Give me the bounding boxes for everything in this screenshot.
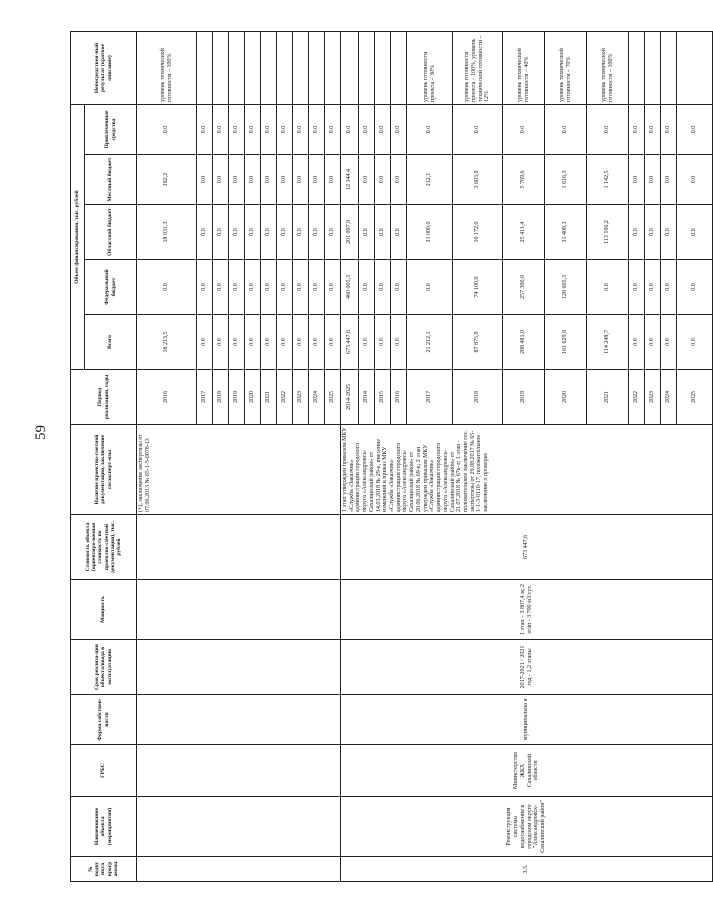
funding-table (70, 31, 713, 882)
result-cell (359, 32, 375, 105)
regional-cell: 21 000,0 (407, 205, 453, 260)
period-cell: 2024 (309, 370, 325, 425)
regional-cell: 0.0 (661, 205, 677, 260)
result-cell (293, 32, 309, 105)
header-result: Непосредствен-ный результат (краткое описание) (71, 32, 137, 105)
attracted-cell: 0.0 (197, 105, 213, 155)
total-cell: 288 481,0 (503, 315, 545, 370)
regional-cell: 0.0 (213, 205, 229, 260)
regional-cell: 201 097,9 (341, 205, 359, 260)
result-cell: уровень технической готовности – 100% (137, 32, 197, 105)
local-cell: 0.0 (677, 155, 713, 205)
federal-cell: 0.0 (277, 260, 293, 315)
num-cell (137, 857, 341, 882)
regional-cell: 10 172,0 (453, 205, 503, 260)
local-cell: 0.0 (261, 155, 277, 205)
header-name: Наименование объекта (мероприятия) (71, 797, 137, 857)
total-cell: 18 213,5 (137, 315, 197, 370)
period-build-cell (137, 640, 341, 695)
header-period-build: Срок реализа-ции объекта/ввода в эксплуатацию (71, 640, 137, 695)
total-cell: 673 447,6 (341, 315, 359, 370)
local-cell: 0.0 (309, 155, 325, 205)
local-cell: 3 603,9 (453, 155, 503, 205)
federal-cell: 0.0 (391, 260, 407, 315)
attracted-cell: 0.0 (375, 105, 391, 155)
page-number: 59 (33, 425, 49, 440)
rotated-sheet (70, 32, 698, 882)
result-cell (213, 32, 229, 105)
attracted-cell: 0.0 (341, 105, 359, 155)
federal-cell: 128 605,3 (545, 260, 587, 315)
regional-cell: 0.0 (391, 205, 407, 260)
federal-cell: 0.0 (645, 260, 661, 315)
result-cell (375, 32, 391, 105)
table-row (137, 32, 197, 882)
total-cell: 21 212,1 (407, 315, 453, 370)
period-cell: 2017 (197, 370, 213, 425)
cost-cell (137, 515, 341, 580)
psd-cell: (+), заключение экспертизы от 07.06.2013 № 65-1-5-0078-13 (137, 425, 341, 515)
period-cell: 2024 (661, 370, 677, 425)
federal-cell: 0.0 (293, 260, 309, 315)
total-cell: 0.0 (213, 315, 229, 370)
table-body (137, 32, 713, 882)
header-cost: Стоимость объекта (ориентиро-вочная стоимость по проектно-сметной документации), тыс. рублей (71, 515, 137, 580)
attracted-cell: 0.0 (213, 105, 229, 155)
attracted-cell: 0.0 (277, 105, 293, 155)
header-capacity: Мощность (71, 580, 137, 640)
attracted-cell: 0.0 (503, 105, 545, 155)
result-cell (261, 32, 277, 105)
federal-cell: 0.0 (197, 260, 213, 315)
local-cell: 0.0 (325, 155, 341, 205)
federal-cell: 0.0 (229, 260, 245, 315)
attracted-cell: 0.0 (245, 105, 261, 155)
attracted-cell: 0.0 (645, 105, 661, 155)
period-cell: 2025 (325, 370, 341, 425)
local-cell: 0.0 (213, 155, 229, 205)
local-cell: 0.0 (277, 155, 293, 205)
cost-cell: 673 447,6 (341, 515, 713, 580)
regional-cell: 18 031,3 (137, 205, 197, 260)
result-cell (677, 32, 713, 105)
result-cell (341, 32, 359, 105)
total-cell: 0.0 (261, 315, 277, 370)
total-cell: 0.0 (677, 315, 713, 370)
result-cell: уровень технической готовности – 100% (587, 32, 629, 105)
header-psd: Наличие проектно-сметной документации, заключение госэксперт-изы (71, 425, 137, 515)
attracted-cell: 0.0 (229, 105, 245, 155)
ownership-cell (137, 695, 341, 745)
total-cell: 0.0 (229, 315, 245, 370)
result-cell: уровень технической готовности – 70% (545, 32, 587, 105)
local-cell: 0.0 (197, 155, 213, 205)
attracted-cell: 0.0 (629, 105, 645, 155)
federal-cell: 0.0 (359, 260, 375, 315)
period-cell: 2021 (587, 370, 629, 425)
federal-cell: 0.0 (661, 260, 677, 315)
federal-cell: 257 300,0 (503, 260, 545, 315)
federal-cell: 460 005,3 (341, 260, 359, 315)
federal-cell: 0.0 (407, 260, 453, 315)
period-cell: 2022 (277, 370, 293, 425)
federal-cell: 0.0 (587, 260, 629, 315)
local-cell: 5 769,6 (503, 155, 545, 205)
regional-cell: 0.0 (197, 205, 213, 260)
total-cell: 0.0 (325, 315, 341, 370)
attracted-cell: 0.0 (545, 105, 587, 155)
attracted-cell: 0.0 (677, 105, 713, 155)
total-cell: 0.0 (359, 315, 375, 370)
header-federal: Федеральный бюджет (85, 260, 137, 315)
period-cell: 2025 (677, 370, 713, 425)
period-cell: 2022 (629, 370, 645, 425)
capacity-cell: 1 этап – 3 807,4 м; 2 этап - 3 700 м3/сут. (341, 580, 713, 640)
header-attracted: Привлеченные средства (85, 105, 137, 155)
name-cell: Реконструкция системы водоснабжения в городском округе "Александровск-Сахалинский район" (341, 797, 713, 857)
period-cell: 2019 (503, 370, 545, 425)
attracted-cell: 0.0 (391, 105, 407, 155)
regional-cell: 25 411,4 (503, 205, 545, 260)
ownership-cell: муниципальна я (341, 695, 713, 745)
federal-cell: 0.0 (629, 260, 645, 315)
federal-cell: 0.0 (261, 260, 277, 315)
result-cell (645, 32, 661, 105)
period-cell: 2017 (407, 370, 453, 425)
result-cell: уровень готовности проекта – 100%, уровень технической готовности – 12% (453, 32, 503, 105)
period-cell: 2014-2025 (341, 370, 359, 425)
regional-cell: 0.0 (677, 205, 713, 260)
total-cell: 0.0 (375, 315, 391, 370)
regional-cell: 0.0 (629, 205, 645, 260)
total-cell: 0.0 (629, 315, 645, 370)
table-row (341, 32, 359, 882)
attracted-cell: 0.0 (309, 105, 325, 155)
regional-cell: 0.0 (277, 205, 293, 260)
attracted-cell: 0.0 (407, 105, 453, 155)
total-cell: 0.0 (245, 315, 261, 370)
grbs-cell (137, 745, 341, 797)
total-cell: 87 875,9 (453, 315, 503, 370)
result-cell (229, 32, 245, 105)
total-cell: 0.0 (293, 315, 309, 370)
regional-cell: 0.0 (245, 205, 261, 260)
regional-cell: 0.0 (309, 205, 325, 260)
regional-cell: 0.0 (293, 205, 309, 260)
total-cell: 161 629,9 (545, 315, 587, 370)
local-cell: 0.0 (293, 155, 309, 205)
result-cell (309, 32, 325, 105)
period-cell: 2018 (213, 370, 229, 425)
regional-cell: 0.0 (375, 205, 391, 260)
period-cell: 2016 (391, 370, 407, 425)
local-cell: 0.0 (645, 155, 661, 205)
header-num: № подпу нкта прогр аммы (71, 857, 137, 882)
period-cell: 2014 (359, 370, 375, 425)
period-cell: 2018 (453, 370, 503, 425)
regional-cell: 0.0 (325, 205, 341, 260)
period-cell: 2023 (645, 370, 661, 425)
total-cell: 0.0 (391, 315, 407, 370)
result-cell (245, 32, 261, 105)
attracted-cell: 0.0 (453, 105, 503, 155)
federal-cell: 0.0 (245, 260, 261, 315)
regional-cell: 0.0 (645, 205, 661, 260)
attracted-cell: 0.0 (137, 105, 197, 155)
attracted-cell: 0.0 (359, 105, 375, 155)
local-cell: 0.0 (391, 155, 407, 205)
period-cell: 2016 (137, 370, 197, 425)
attracted-cell: 0.0 (325, 105, 341, 155)
result-cell (629, 32, 645, 105)
federal-cell: 0.0 (309, 260, 325, 315)
name-cell (137, 797, 341, 857)
result-cell (391, 32, 407, 105)
local-cell: 0.0 (629, 155, 645, 205)
header-funding-group: Объем финансирования, тыс. рублей (71, 105, 85, 370)
local-cell: 1 616,3 (545, 155, 587, 205)
total-cell: 0.0 (197, 315, 213, 370)
result-cell: уровень технической готовности – 40% (503, 32, 545, 105)
federal-cell: 0.0 (137, 260, 197, 315)
local-cell: 212,1 (407, 155, 453, 205)
total-cell: 0.0 (661, 315, 677, 370)
attracted-cell: 0.0 (261, 105, 277, 155)
attracted-cell: 0.0 (293, 105, 309, 155)
result-cell (661, 32, 677, 105)
header-grbs: ГРБС (71, 745, 137, 797)
regional-cell: 113 106,2 (587, 205, 629, 260)
period-cell: 2019 (229, 370, 245, 425)
federal-cell: 0.0 (325, 260, 341, 315)
period-cell: 2015 (375, 370, 391, 425)
period-cell: 2020 (545, 370, 587, 425)
attracted-cell: 0.0 (587, 105, 629, 155)
local-cell: 0.0 (359, 155, 375, 205)
total-cell: 0.0 (277, 315, 293, 370)
federal-cell: 0.0 (213, 260, 229, 315)
header-ownership: Форма собствен-ности (71, 695, 137, 745)
grbs-cell: Министерство ЖКХ Сахалинской области (341, 745, 713, 797)
federal-cell: 74 100,0 (453, 260, 503, 315)
total-cell: 114 248,7 (587, 315, 629, 370)
capacity-cell (137, 580, 341, 640)
psd-cell: 1 этап утвержден приказом МКУ «Служба «Заказчик» администрации городского округа «Александровск-Сахалинский район» от 14.03.2018 № 29-к, внесение изменений в приказ МКУ «Служба «Заказчик» администрации городского округа «Александровск-Сахалинский район» от 20.06.2018 № 69-к; 2 этап утвержден приказом МКУ «Служба «Заказчик» администрации городского округа «Александровск-Сахалинский район» от 21.07.2018 № 67к-л; 1 этап - положительное заключение гос. экспертизы от 29.08.2017 № 65-1-1-3-0110-17, положительное заключение о проверке (341, 425, 713, 515)
local-cell: 1 142,5 (587, 155, 629, 205)
result-cell (197, 32, 213, 105)
total-cell: 0.0 (309, 315, 325, 370)
local-cell: 0.0 (229, 155, 245, 205)
period-cell: 2021 (261, 370, 277, 425)
header-regional: Областной бюджет (85, 205, 137, 260)
federal-cell: 0.0 (677, 260, 713, 315)
local-cell: 0.0 (245, 155, 261, 205)
num-cell: 3.5. (341, 857, 713, 882)
local-cell: 0.0 (375, 155, 391, 205)
total-cell: 0.0 (645, 315, 661, 370)
result-cell (325, 32, 341, 105)
header-local: Местный бюджет (85, 155, 137, 205)
result-cell: уровень готовности проекта – 30% (407, 32, 453, 105)
period-cell: 2020 (245, 370, 261, 425)
period-cell: 2023 (293, 370, 309, 425)
header-total: Всего (85, 315, 137, 370)
regional-cell: 31 408,3 (545, 205, 587, 260)
attracted-cell: 0.0 (661, 105, 677, 155)
period-build-cell: 2017-2021 / 2021 год - 1,2 этапы (341, 640, 713, 695)
header-period: Период реализации, годы (71, 370, 137, 425)
result-cell (277, 32, 293, 105)
federal-cell: 0.0 (375, 260, 391, 315)
local-cell: 182,2 (137, 155, 197, 205)
local-cell: 12 344,4 (341, 155, 359, 205)
regional-cell: 0.0 (359, 205, 375, 260)
regional-cell: 0.0 (261, 205, 277, 260)
regional-cell: 0.0 (229, 205, 245, 260)
local-cell: 0.0 (661, 155, 677, 205)
